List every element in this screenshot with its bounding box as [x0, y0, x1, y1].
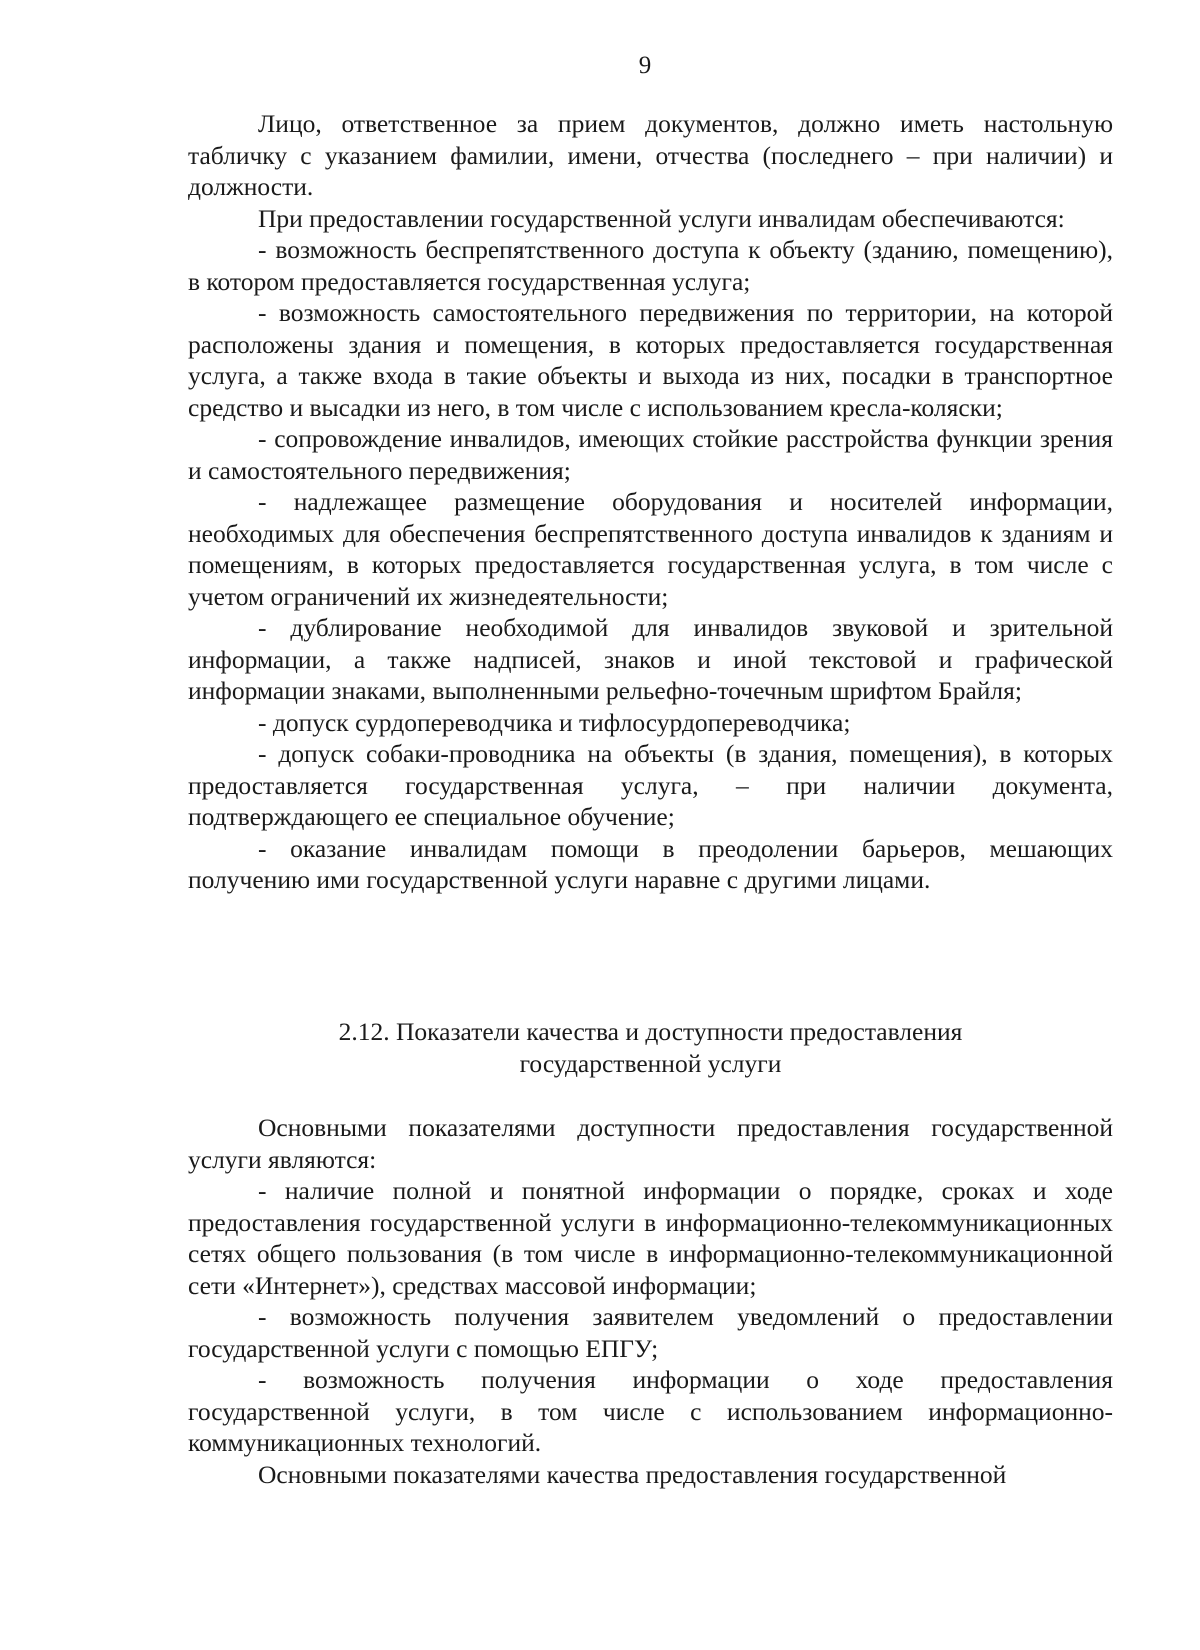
- list-item-progress-information: - возможность получения информации о ходе предоставления государственной услуги, в том числе с использованием информационно-коммуникационных технологий.: [188, 1365, 1113, 1457]
- list-item-escort: - сопровождение инвалидов, имеющих стойкие расстройства функции зрения и самостоятельного передвижения;: [188, 424, 1113, 485]
- paragraph-disabled-provisions-intro: При предоставлении государственной услуги инвалидам обеспечиваются:: [258, 203, 1065, 233]
- list-item-unhindered-access: - возможность беспрепятственного доступа к объекту (зданию, помещению), в котором предоставляется государственная услуга;: [188, 235, 1113, 296]
- list-item-guide-dog: - допуск собаки-проводника на объекты (в здания, помещения), в которых предоставляется государственная услуга, – при наличии документа, подтверждающего ее специальное обучение;: [188, 739, 1113, 831]
- section-accessibility-requirements: [188, 108, 1113, 896]
- paragraph-quality-indicators-intro: Основными показателями качества предоставления государственной: [258, 1459, 1007, 1489]
- section-heading-line-1: 2.12. Показатели качества и доступности предоставления: [338, 1017, 963, 1046]
- section-heading: [188, 1016, 1113, 1080]
- list-item-notifications-epgu: - возможность получения заявителем уведомлений о предоставлении государственной услуги с помощью ЕПГУ;: [188, 1302, 1113, 1363]
- list-item-equipment-placement: - надлежащее размещение оборудования и носителей информации, необходимых для обеспечения беспрепятственного доступа инвалидов к зданиям и помещениям, в которых предоставляется государственная услуга, в том числе с учетом ограничений их жизнедеятельности;: [188, 487, 1113, 611]
- list-item-full-information: - наличие полной и понятной информации о порядке, сроках и ходе предоставления государственной услуги в информационно-телекоммуникационных сетях общего пользования (в том числе в информационно-телекоммуникационной сети «Интернет»), средствах массовой информации;: [188, 1176, 1113, 1300]
- list-item-barrier-assistance: - оказание инвалидам помощи в преодолении барьеров, мешающих получению ими государственной услуги наравне с другими лицами.: [188, 833, 1113, 894]
- paragraph-accessibility-indicators-intro: Основными показателями доступности предоставления государственной услуги являются:: [188, 1113, 1113, 1174]
- section-heading-line-2: государственной услуги: [519, 1049, 782, 1078]
- section-quality-indicators: [188, 1112, 1113, 1490]
- list-item-independent-movement: - возможность самостоятельного передвижения по территории, на которой расположены здания и помещения, в которых предоставляется государственная услуга, а также входа в такие объекты и выхода из них, посадки в транспортное средство и высадки из него, в том числе с использованием кресла-коляски;: [188, 298, 1113, 422]
- list-item-sign-interpreter: - допуск сурдопереводчика и тифлосурдопереводчика;: [258, 707, 851, 737]
- page-number: 9: [638, 52, 652, 79]
- list-item-braille-duplication: - дублирование необходимой для инвалидов звуковой и зрительной информации, а также надписей, знаков и иной текстовой и графической информации знаками, выполненными рельефно-точечным шрифтом Брайля;: [188, 613, 1113, 705]
- paragraph-responsible-person: Лицо, ответственное за прием документов, должно иметь настольную табличку с указанием фамилии, имени, отчества (последнего – при наличии) и должности.: [188, 109, 1113, 201]
